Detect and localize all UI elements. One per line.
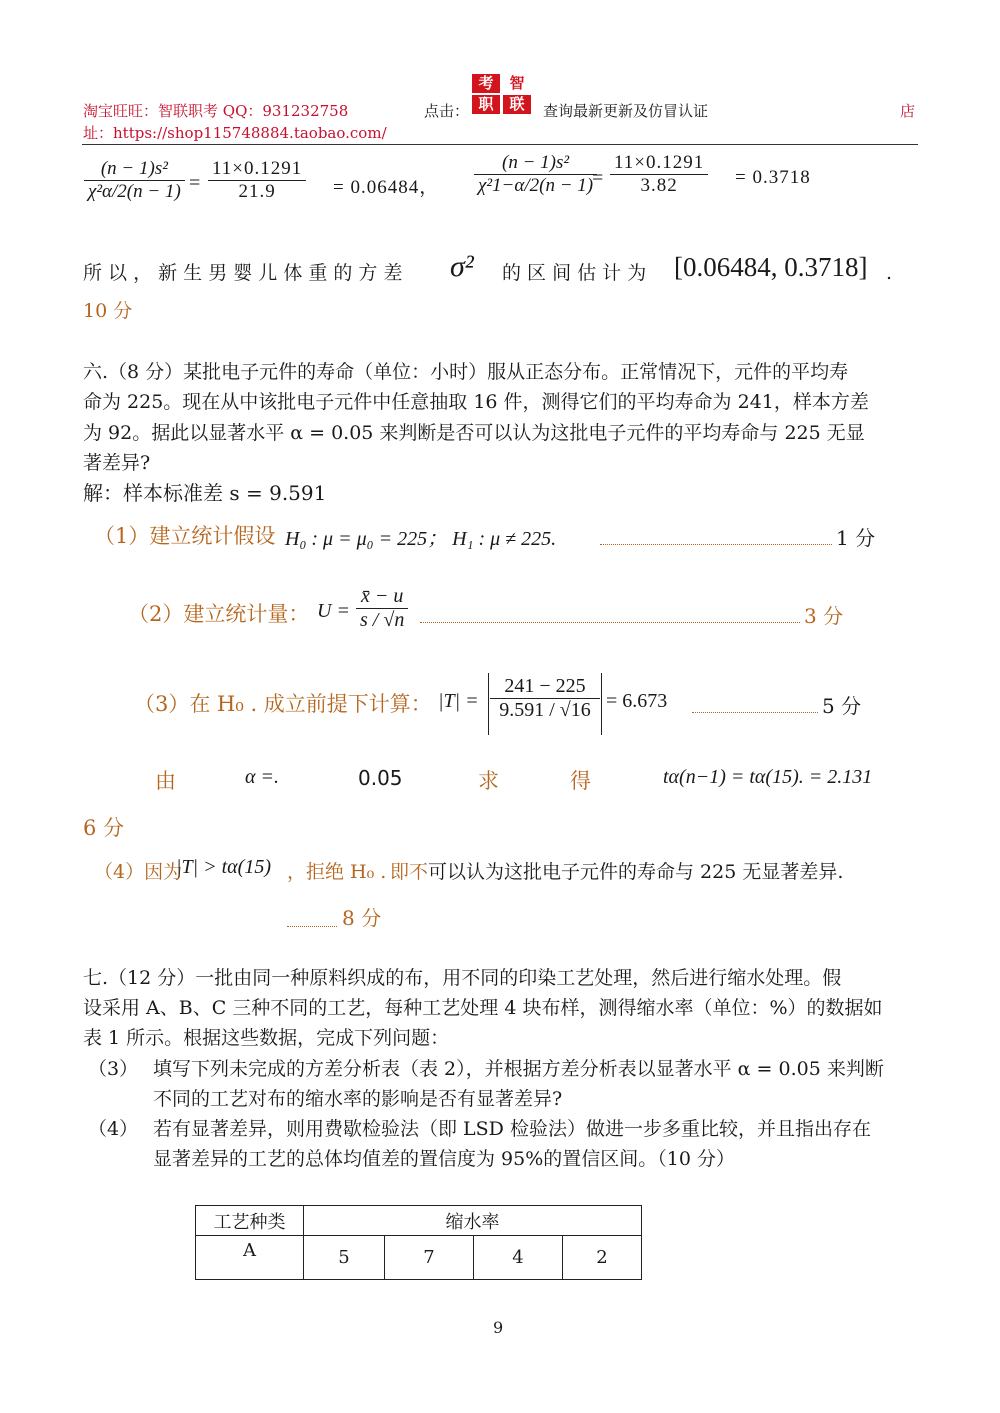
q7-item4-line1: 若有显著差异，则用费歇检验法（即 LSD 检验法）做进一步多重比较，并且指出存在: [153, 1118, 871, 1140]
step4-rest: 可以认为这批电子元件的寿命与 225 无显著差异.: [428, 861, 844, 883]
formula1-num: (n − 1)s²: [84, 158, 185, 181]
step2-den: s / √n: [360, 609, 405, 631]
step2-label: （2）建立统计量：: [128, 602, 310, 626]
q7-line3: 表 1 所示。根据这些数据，完成下列问题：: [83, 1027, 450, 1049]
formula1-calc-den: 21.9: [238, 181, 276, 202]
table-cell: 4: [474, 1236, 563, 1280]
q7-line1: 七.（12 分）一批由同一种原料织成的布，用不同的印染工艺处理，然后进行缩水处理。假: [83, 967, 842, 989]
q7-item3-line2: 不同的工艺对布的缩水率的影响是否有显著差异?: [153, 1088, 563, 1110]
logo-char-2: 智: [503, 74, 531, 93]
header-click-text: 点击：: [424, 102, 470, 120]
formula2-eq: =: [592, 167, 604, 189]
formula2-num: (n − 1)s²: [474, 152, 597, 175]
step3-fraction: [490, 675, 600, 722]
q7-item3-num: （3）: [88, 1058, 139, 1080]
step-alpha-value: 0.05: [358, 766, 403, 790]
shrinkage-table: [195, 1205, 642, 1280]
formula1-fraction: [84, 158, 185, 203]
table-row: [196, 1236, 642, 1280]
formula2-den: χ²1−α/2(n − 1): [478, 175, 594, 196]
header-query-text[interactable]: 查询最新更新及仿冒认证: [543, 102, 709, 120]
step3-den: 9.591 / √16: [499, 699, 591, 721]
step3-num: 241 − 225: [490, 675, 600, 699]
formula1-eq: =: [189, 172, 201, 194]
step3-result: = 6.673: [606, 690, 668, 712]
logo-char-4: 联: [503, 95, 531, 114]
step-score6: 6 分: [83, 816, 125, 840]
formula2-calc-num: 11×0.1291: [610, 152, 708, 175]
step4-math: |T| > tα(15): [176, 856, 271, 878]
conclusion-text: 所 以 ， 新 生 男 婴 儿 体 重 的 方 差: [83, 262, 403, 284]
step3-score: 5 分: [822, 694, 862, 718]
step4-leader: [287, 912, 337, 927]
q7-item4-line2: 显著差异的工艺的总体均值差的置信度为 95%的置信区间。（10 分）: [153, 1148, 735, 1170]
logo-char-3: 职: [472, 95, 500, 114]
header-logo[interactable]: [472, 74, 532, 116]
table-row-label: A: [196, 1236, 304, 1280]
formula1-calc: [208, 158, 306, 203]
step4-label: （4）因为: [94, 861, 183, 883]
table-cell: 2: [563, 1236, 642, 1280]
step-by: 由: [155, 769, 176, 793]
step1-leader: [600, 530, 832, 545]
q6-line3: 为 92。据此以显著水平 α = 0.05 来判断是否可以认为这批电子元件的平均寿命与 225 无显: [83, 422, 865, 444]
formula1-calc-num: 11×0.1291: [208, 158, 306, 181]
table-header-process: 工艺种类: [196, 1206, 304, 1236]
formula1-result: = 0.06484，: [333, 177, 440, 198]
formula2-calc: [610, 152, 708, 197]
header-shop-text: 淘宝旺旺：智联职考 QQ：931232758: [83, 102, 349, 120]
step4-red: 即不: [390, 861, 429, 883]
step3-lhs: |T| =: [438, 690, 479, 712]
step2-fraction: [356, 585, 408, 632]
step1-hypothesis: H₀ : μ = μ₀ = 225； H₁ : μ ≠ 225.: [285, 528, 557, 550]
q6-solution: 解：样本标准差 s = 9.591: [83, 481, 327, 505]
header-divider: [82, 144, 918, 145]
step-t-value: tα(n−1) = tα(15). = 2.131: [663, 766, 873, 788]
step-qiu: 求: [478, 769, 499, 793]
step-de: 得: [570, 769, 591, 793]
conclusion-period: .: [886, 262, 893, 284]
formula2-fraction: [474, 152, 597, 197]
step2-leader: [420, 608, 800, 623]
q7-item4-num: （4）: [88, 1118, 139, 1140]
step-alpha: α =.: [245, 766, 279, 788]
step1-score: 1 分: [836, 526, 876, 550]
page-number: 9: [493, 1318, 504, 1337]
q7-item3-line1: 填写下列未完成的方差分析表（表 2），并根据方差分析表以显著水平 α = 0.05 来判断: [153, 1058, 884, 1080]
table-cell: 5: [304, 1236, 385, 1280]
step2-score: 3 分: [804, 604, 844, 628]
step1-label: （1）建立统计假设: [94, 524, 276, 548]
q6-line1: 六.（8 分）某批电子元件的寿命（单位：小时）服从正态分布。正常情况下，元件的平均寿: [83, 361, 849, 383]
table-header-shrinkage: 缩水率: [304, 1206, 642, 1236]
logo-char-1: 考: [472, 74, 500, 93]
step2-num: x̄ − u: [356, 585, 408, 609]
formula2-result: = 0.3718: [735, 167, 811, 188]
step4-score: 8 分: [342, 906, 382, 930]
formula1-den: χ²α/2(n − 1): [88, 181, 181, 202]
conclusion-mid: 的 区 间 估 计 为: [502, 262, 647, 284]
sigma-squared: σ²: [450, 250, 474, 283]
step3-label: （3）在 H₀ . 成立前提下计算：: [134, 692, 432, 716]
interval-estimate: [0.06484, 0.3718]: [674, 252, 868, 282]
step2-lhs: U =: [317, 600, 350, 622]
step4-mid: ，拒绝 H₀ .: [287, 861, 387, 883]
header-store-char: 店: [900, 102, 916, 120]
score-10: 10 分: [83, 300, 133, 322]
step3-leader: [692, 698, 818, 713]
q7-line2: 设采用 A、B、C 三种不同的工艺，每种工艺处理 4 块布样，测得缩水率（单位：%）的数据如: [83, 997, 883, 1019]
table-cell: 7: [385, 1236, 474, 1280]
q6-line4: 著差异?: [83, 452, 151, 474]
formula2-calc-den: 3.82: [640, 175, 678, 196]
header-address-link[interactable]: 址：https://shop115748884.taobao.com/: [83, 124, 387, 142]
q6-line2: 命为 225。现在从中该批电子元件中任意抽取 16 件，测得它们的平均寿命为 241，样本方差: [83, 391, 869, 413]
